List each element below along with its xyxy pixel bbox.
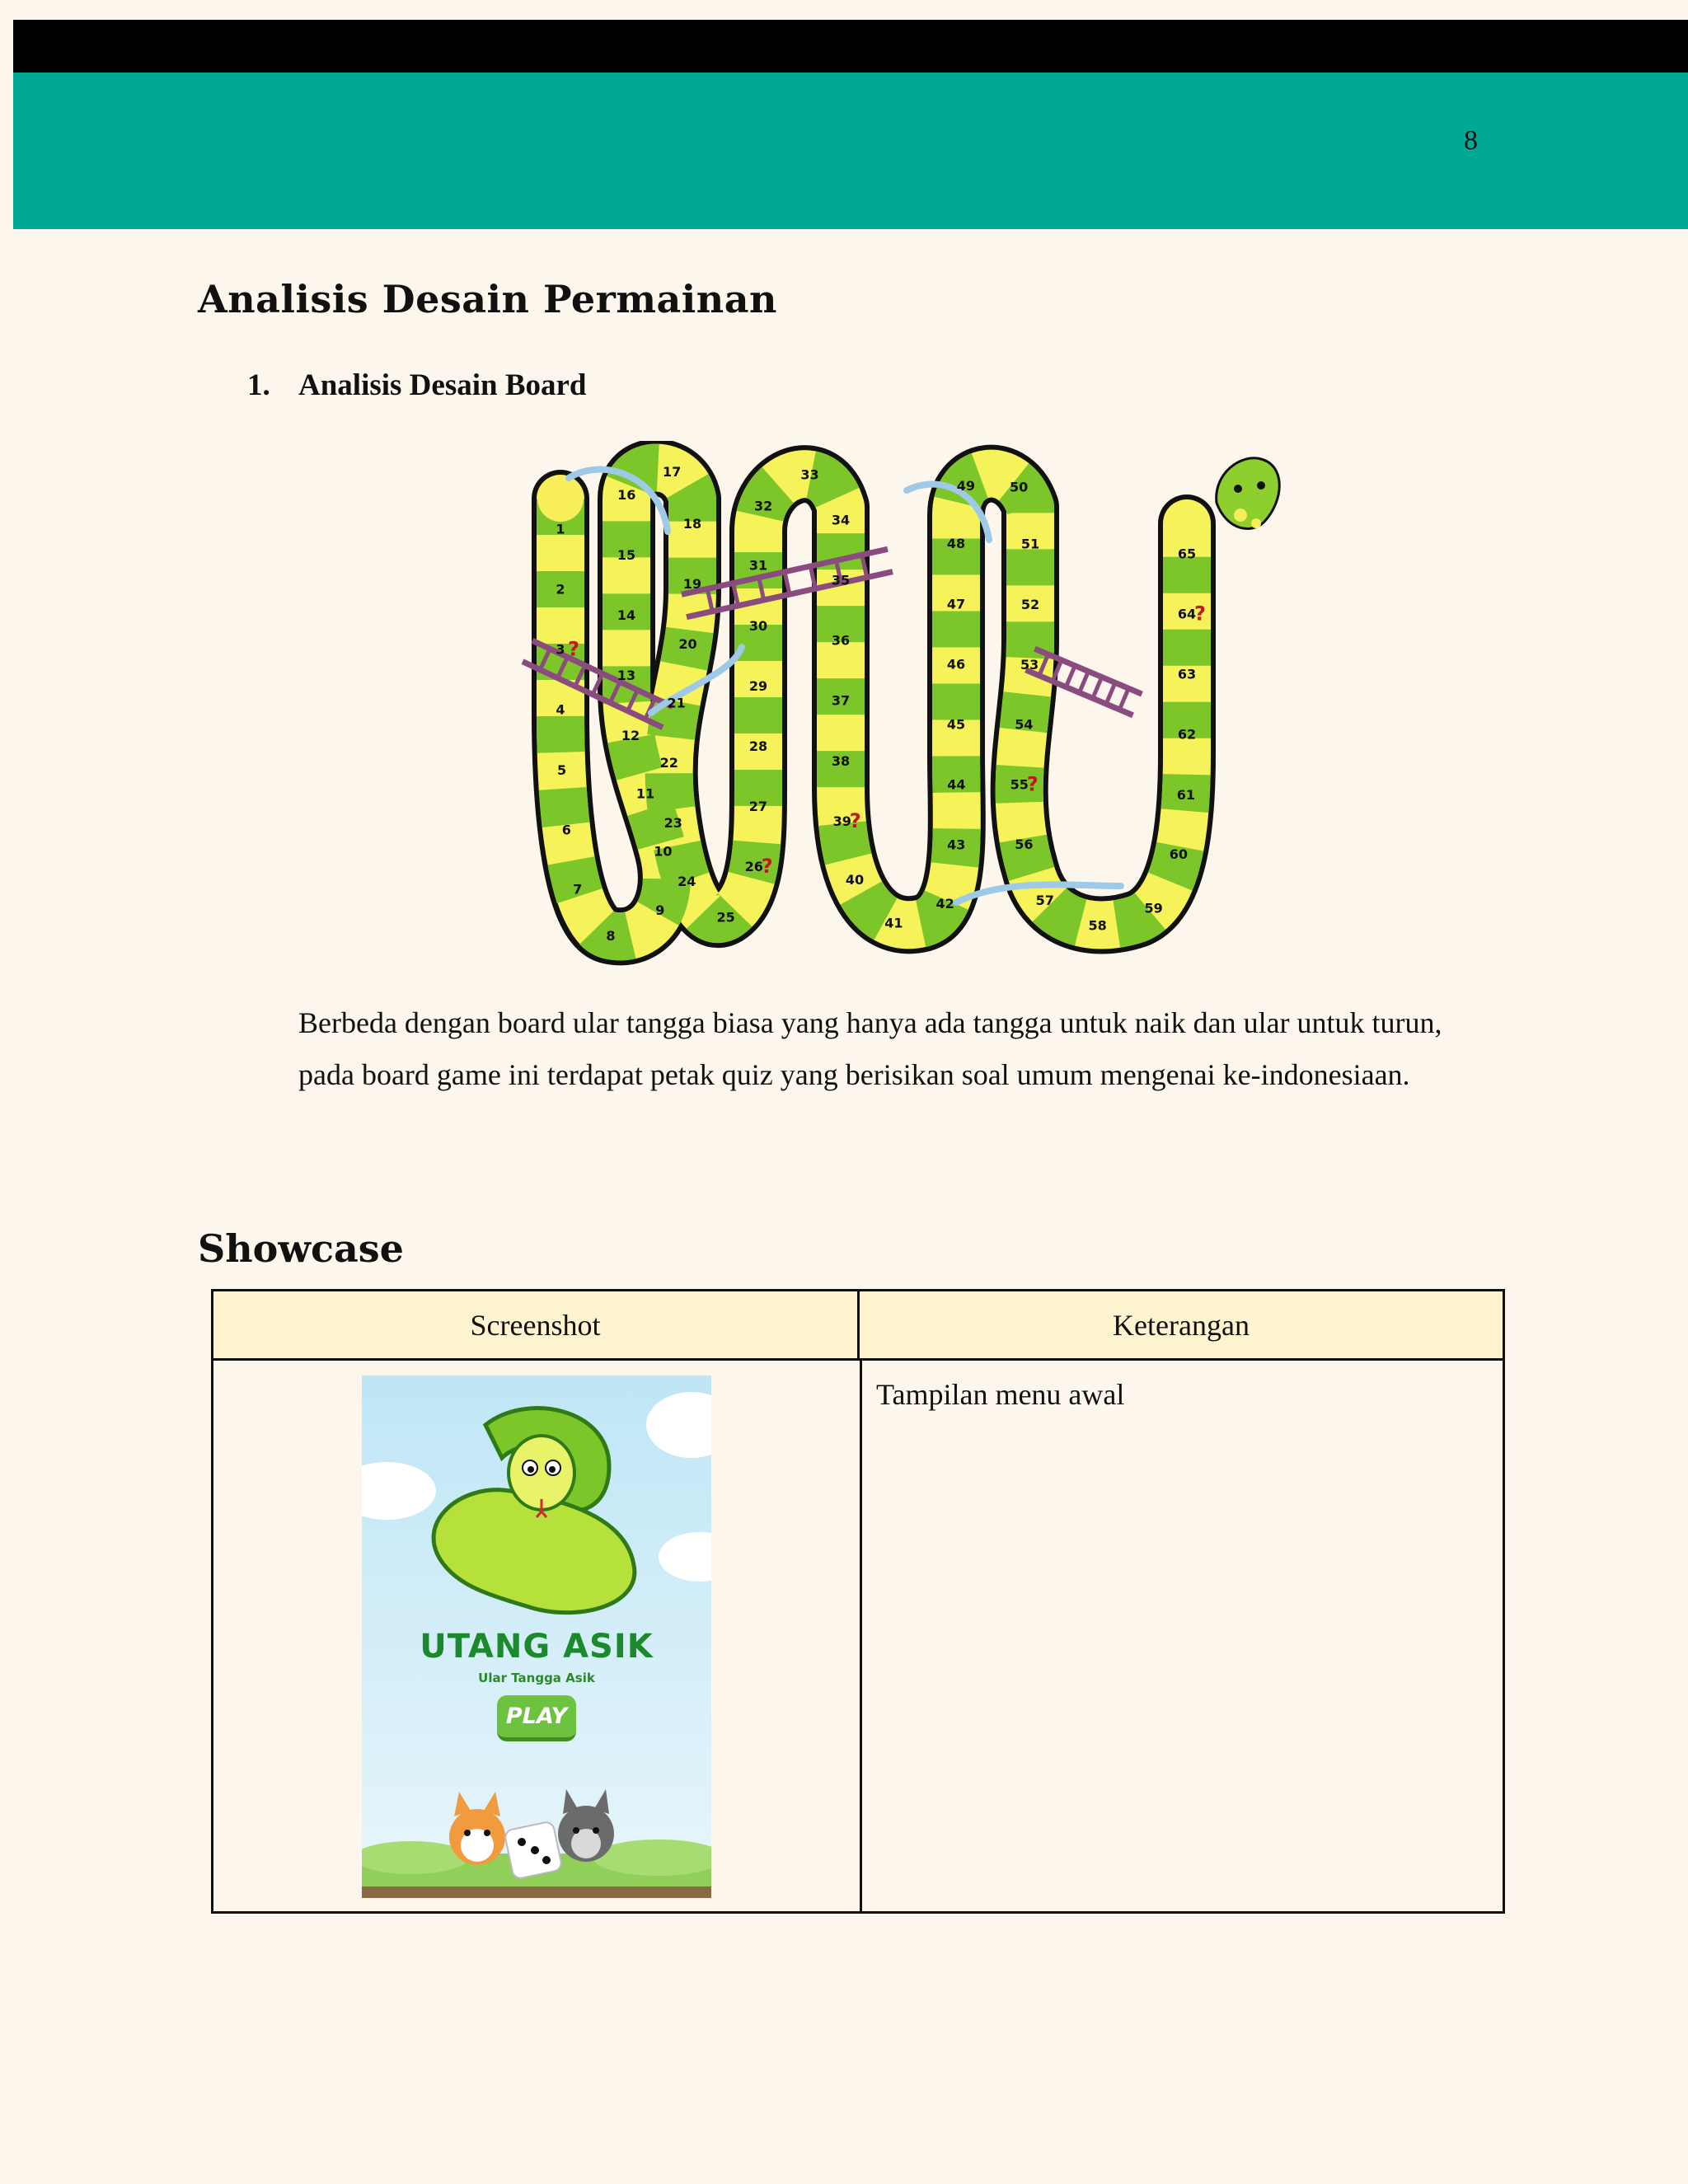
snake-spot xyxy=(1234,509,1247,522)
board-tile-label: 5 xyxy=(556,762,567,778)
board-tile-label: 19 xyxy=(682,576,702,593)
snake-tail-tip xyxy=(537,476,584,522)
board-tile-label: 53 xyxy=(1020,656,1039,673)
board-tile-label: 46 xyxy=(946,656,966,673)
board-tile-label: 26 xyxy=(744,858,763,874)
board-tile-label: 63 xyxy=(1177,666,1197,682)
top-black-bar xyxy=(13,20,1688,73)
table-header-screenshot: Screenshot xyxy=(213,1291,860,1361)
board-tile-label: 36 xyxy=(831,632,851,649)
board-tile-label: 24 xyxy=(678,873,696,889)
dice-icon xyxy=(504,1821,562,1879)
board-tile-label: 31 xyxy=(748,557,768,574)
board-tile-label: 7 xyxy=(573,881,583,898)
ground-strip xyxy=(362,1886,711,1898)
board-tile-label: 4 xyxy=(556,701,565,718)
board-tile-label: 13 xyxy=(617,668,636,684)
board-tile-label: 55 xyxy=(1010,776,1029,793)
board-tile-label: 65 xyxy=(1177,546,1197,562)
board-tile-label: 6 xyxy=(561,822,571,838)
board-tile-label: 45 xyxy=(946,716,966,733)
quiz-mark: ? xyxy=(1194,602,1206,626)
board-tile-label: 39 xyxy=(832,813,851,829)
board-tile-label: 49 xyxy=(956,477,976,494)
board-tile-label: 8 xyxy=(606,928,616,944)
table-cell-description: Tampilan menu awal xyxy=(876,1378,1125,1411)
subsection-number: 1. xyxy=(247,368,270,402)
ladder-rung xyxy=(1066,666,1075,687)
quiz-mark: ? xyxy=(1026,772,1039,796)
board-tile-label: 64 xyxy=(1177,606,1197,622)
board-tile-label: 34 xyxy=(831,512,851,528)
board-tile-label: 35 xyxy=(831,572,851,588)
board-tile-label: 10 xyxy=(654,843,673,860)
cobra-pupil xyxy=(528,1466,534,1473)
snakes-and-ladders-board xyxy=(495,441,1286,968)
board-tile-label: 3 xyxy=(556,641,565,658)
snake-eye xyxy=(1257,481,1265,490)
board-tile-label: 58 xyxy=(1088,917,1107,934)
board-tile-label: 40 xyxy=(845,872,865,888)
board-tile-label: 32 xyxy=(753,498,773,514)
ladder-rung xyxy=(1080,672,1089,693)
board-tile-label: 52 xyxy=(1020,596,1040,612)
board-tile-label: 22 xyxy=(659,755,678,771)
board-tile-label: 18 xyxy=(682,515,702,532)
subsection-title: Analisis Desain Board xyxy=(298,368,587,402)
board-tile-label: 62 xyxy=(1177,726,1197,743)
board-tile-label: 12 xyxy=(621,727,640,743)
board-tile-label: 29 xyxy=(748,677,768,694)
snake-eye xyxy=(1234,485,1242,493)
board-tile-label: 21 xyxy=(667,695,686,711)
app-subtitle: Ular Tangga Asik xyxy=(478,1671,595,1685)
board-tile-label: 51 xyxy=(1020,536,1040,552)
board-tile-label: 9 xyxy=(655,902,665,919)
ladder-rung xyxy=(1093,677,1102,698)
board-tile-label: 2 xyxy=(556,581,565,598)
board-tile-label: 14 xyxy=(617,607,636,624)
showcase-table xyxy=(211,1289,1505,1914)
board-tile-label: 48 xyxy=(946,536,966,552)
board-tile-label: 11 xyxy=(635,785,655,802)
play-button[interactable]: PLAY xyxy=(497,1695,576,1741)
page-header-band xyxy=(13,73,1688,229)
board-tile-label: 54 xyxy=(1015,716,1034,733)
board-tile-label: 17 xyxy=(662,463,682,480)
snake-head-shape xyxy=(1217,458,1280,529)
snake-spot xyxy=(1251,518,1261,528)
board-tile-label: 30 xyxy=(748,617,768,634)
ladder-rung xyxy=(1106,682,1115,704)
section-title: Analisis Desain Permainan xyxy=(198,277,777,321)
board-tile-label: 61 xyxy=(1176,786,1195,803)
board-description: Berbeda dengan board ular tangga biasa yang hanya ada tangga untuk naik dan ular untuk turun, pada board game ini terdapat petak quiz yang berisikan soal umum mengenai ke-indonesiaan. xyxy=(298,1006,1442,1091)
subsection-heading xyxy=(247,368,587,403)
page-number: 8 xyxy=(1464,125,1478,156)
board-tile-label: 27 xyxy=(748,799,768,815)
board-tile-label: 43 xyxy=(947,837,966,853)
board-tile-label: 28 xyxy=(748,738,768,754)
board-tile-label: 25 xyxy=(716,909,735,926)
board-tile-label: 16 xyxy=(617,486,636,503)
ladder-rung xyxy=(1119,688,1128,710)
board-tile-label: 56 xyxy=(1015,837,1034,853)
board-tile-label: 60 xyxy=(1169,846,1189,863)
table-column-divider xyxy=(860,1361,862,1913)
showcase-title: Showcase xyxy=(198,1226,404,1271)
board-tile-label: 38 xyxy=(831,752,851,769)
board-tile-label: 23 xyxy=(663,814,682,831)
board-tile-label: 41 xyxy=(884,915,903,931)
board-tile-label: 50 xyxy=(1010,479,1029,495)
board-tile-label: 59 xyxy=(1144,900,1163,916)
cobra-pupil xyxy=(549,1466,556,1473)
board-tile-label: 1 xyxy=(556,521,565,537)
app-menu-screenshot xyxy=(362,1376,711,1898)
board-tile-label: 57 xyxy=(1035,892,1054,908)
board-tile-label: 37 xyxy=(831,692,851,709)
app-title: UTANG ASIK xyxy=(420,1628,654,1666)
cobra-face xyxy=(509,1436,574,1510)
quiz-mark: ? xyxy=(761,854,773,878)
board-tile-label: 44 xyxy=(947,776,966,793)
board-tile-label: 15 xyxy=(617,547,636,564)
board-tile-label: 47 xyxy=(946,596,966,612)
board-tile-label: 42 xyxy=(935,895,954,912)
board-tile-label: 33 xyxy=(800,466,819,483)
board-tile-label: 20 xyxy=(678,635,697,652)
table-header-description: Keterangan xyxy=(860,1291,1503,1361)
quiz-mark: ? xyxy=(568,637,579,661)
quiz-mark: ? xyxy=(849,808,861,832)
